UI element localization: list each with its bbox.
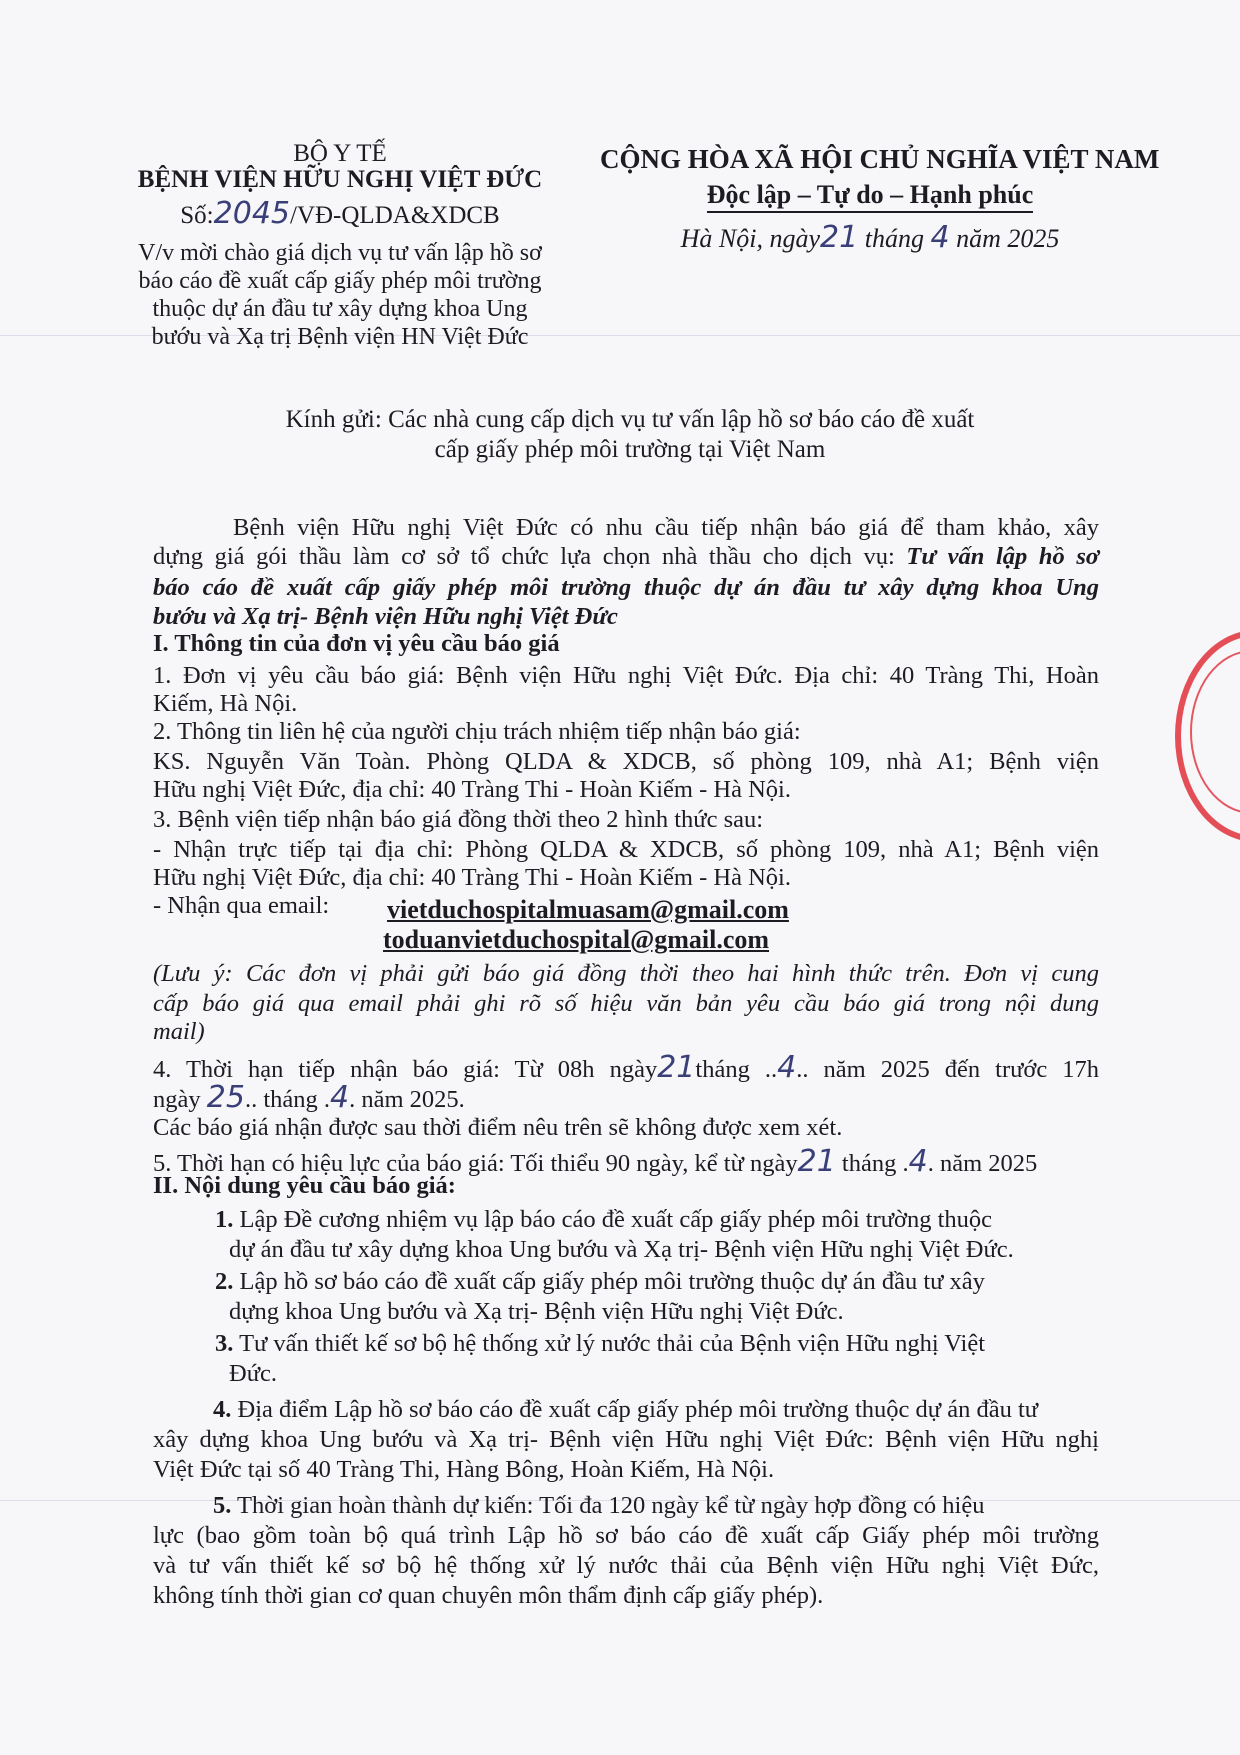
section-2-item-4: 4. Địa điểm Lập hồ sơ báo cáo đề xuất cấp giấy phép môi trường thuộc dự án đầu tư <box>213 1396 1039 1423</box>
note-line: (Lưu ý: Các đơn vị phải gửi báo giá đồng thời theo hai hình thức trên. Đơn vị cung <box>153 960 1099 987</box>
place-date: Hà Nội, ngày21 tháng 4 năm 2025 <box>680 220 1060 255</box>
doc-number-handwritten: 2045 <box>213 196 290 231</box>
section-1-item-5: 5. Thời hạn có hiệu lực của báo giá: Tối thiểu 90 ngày, kể từ ngày21 tháng .4. năm 2025 <box>153 1144 1038 1179</box>
intro-line: bướu và Xạ trị- Bệnh viện Hữu nghị Việt Đức <box>153 603 618 630</box>
section-2-item-5-cont: và tư vấn thiết kế sơ bộ hệ thống xử lý nước thải của Bệnh viện Hữu nghị Việt Đức, <box>153 1552 1099 1579</box>
section-2-item-4-cont: xây dựng khoa Ung bướu và Xạ trị- Bệnh viện Hữu nghị Việt Đức: Bệnh viện Hữu nghị <box>153 1426 1099 1453</box>
ministry-name: BỘ Y TẾ <box>293 140 387 167</box>
section-1-line: 3. Bệnh viện tiếp nhận báo giá đồng thời theo 2 hình thức sau: <box>153 806 764 833</box>
section-2-item-5: 5. Thời gian hoàn thành dự kiến: Tối đa 120 ngày kể từ ngày hợp đồng có hiệu <box>213 1492 985 1519</box>
section-2-item-cont: Đức. <box>229 1360 277 1387</box>
section-2-item: 2. Lập hồ sơ báo cáo đề xuất cấp giấy phép môi trường thuộc dự án đầu tư xây <box>215 1268 985 1295</box>
subject-line: V/v mời chào giá dịch vụ tư vấn lập hồ sơ <box>138 240 542 266</box>
recipient-line: cấp giấy phép môi trường tại Việt Nam <box>434 436 826 463</box>
section-1-line: KS. Nguyễn Văn Toàn. Phòng QLDA & XDCB, số phòng 109, nhà A1; Bệnh viện <box>153 748 1099 775</box>
section-1-title: I. Thông tin của đơn vị yêu cầu báo giá <box>153 630 560 657</box>
section-1-line: Hữu nghị Việt Đức, địa chỉ: 40 Tràng Thi - Hoàn Kiếm - Hà Nội. <box>153 864 791 891</box>
email-link-1[interactable]: vietduchospitalmuasam@gmail.com <box>387 895 789 924</box>
section-2-title: II. Nội dung yêu cầu báo giá: <box>153 1172 456 1199</box>
intro-line: Bệnh viện Hữu nghị Việt Đức có nhu cầu tiếp nhận báo giá để tham khảo, xây <box>233 514 1099 541</box>
note-line: cấp báo giá qua email phải ghi rõ số hiệu văn bản yêu cầu báo giá trong nội dung <box>153 990 1099 1017</box>
section-1-line: Kiếm, Hà Nội. <box>153 690 298 717</box>
section-1-item-4: 4. Thời hạn tiếp nhận báo giá: Từ 08h ngày21tháng ..4.. năm 2025 đến trước 17h <box>153 1050 1099 1085</box>
section-1-line: Hữu nghị Việt Đức, địa chỉ: 40 Tràng Thi - Hoàn Kiếm - Hà Nội. <box>153 776 791 803</box>
section-2-item-5-cont: không tính thời gian cơ quan chuyên môn thẩm định cấp giấy phép). <box>153 1582 824 1609</box>
date-month-handwritten: 4 <box>930 220 950 255</box>
recipient-line: Kính gửi: Các nhà cung cấp dịch vụ tư vấn lập hồ sơ báo cáo đề xuất <box>285 406 975 433</box>
email-label: - Nhận qua email: <box>153 892 330 919</box>
section-2-item-cont: dựng khoa Ung bướu và Xạ trị- Bệnh viện Hữu nghị Việt Đức. <box>229 1298 844 1325</box>
date-day-handwritten: 21 <box>820 220 859 255</box>
email-link-2[interactable]: toduanvietduchospital@gmail.com <box>383 925 770 954</box>
subject-line: báo cáo đề xuất cấp giấy phép môi trường <box>138 268 542 294</box>
section-1-item-4-cont: ngày 25.. tháng .4. năm 2025. <box>153 1080 465 1115</box>
section-2-item-5-cont: lực (bao gồm toàn bộ quá trình Lập hồ sơ báo cáo đề xuất cấp Giấy phép môi trường <box>153 1522 1099 1549</box>
intro-line: báo cáo đề xuất cấp giấy phép môi trường thuộc dự án đầu tư xây dựng khoa Ung <box>153 574 1099 601</box>
motto: Độc lập – Tự do – Hạnh phúc <box>600 180 1140 210</box>
intro-line: dựng giá gói thầu làm cơ sở tổ chức lựa chọn nhà thầu cho dịch vụ: Tư vấn lập hồ sơ <box>153 543 1099 570</box>
doc-suffix: /VĐ-QLDA&XDCB <box>290 202 500 229</box>
hospital-name: BỆNH VIỆN HỮU NGHỊ VIỆT ĐỨC <box>137 166 543 193</box>
section-2-item-cont: dự án đầu tư xây dựng khoa Ung bướu và Xạ trị- Bệnh viện Hữu nghị Việt Đức. <box>229 1236 1014 1263</box>
section-1-line: - Nhận trực tiếp tại địa chỉ: Phòng QLDA & XDCB, số phòng 109, nhà A1; Bệnh viện <box>153 836 1099 863</box>
section-1-line: 1. Đơn vị yêu cầu báo giá: Bệnh viện Hữu nghị Việt Đức. Địa chỉ: 40 Tràng Thi, Hoàn <box>153 662 1099 689</box>
document-number <box>120 196 560 231</box>
section-2-item-4-cont: Việt Đức tại số 40 Tràng Thi, Hàng Bông, Hoàn Kiếm, Hà Nội. <box>153 1456 775 1483</box>
section-1-item-4-note: Các báo giá nhận được sau thời điểm nêu trên sẽ không được xem xét. <box>153 1114 843 1141</box>
doc-prefix: Số: <box>180 202 214 229</box>
section-1-line: 2. Thông tin liên hệ của người chịu trách nhiệm tiếp nhận báo giá: <box>153 718 801 745</box>
note-line: mail) <box>153 1018 205 1045</box>
section-2-item: 3. Tư vấn thiết kế sơ bộ hệ thống xử lý nước thải của Bệnh viện Hữu nghị Việt <box>215 1330 986 1357</box>
subject-line: bướu và Xạ trị Bệnh viện HN Việt Đức <box>151 324 529 350</box>
section-2-item: 1. Lập Đề cương nhiệm vụ lập báo cáo đề xuất cấp giấy phép môi trường thuộc <box>215 1206 993 1233</box>
nation-title: CỘNG HÒA XÃ HỘI CHỦ NGHĨA VIỆT NAM <box>600 144 1160 174</box>
subject-line: thuộc dự án đầu tư xây dựng khoa Ung <box>152 296 528 322</box>
